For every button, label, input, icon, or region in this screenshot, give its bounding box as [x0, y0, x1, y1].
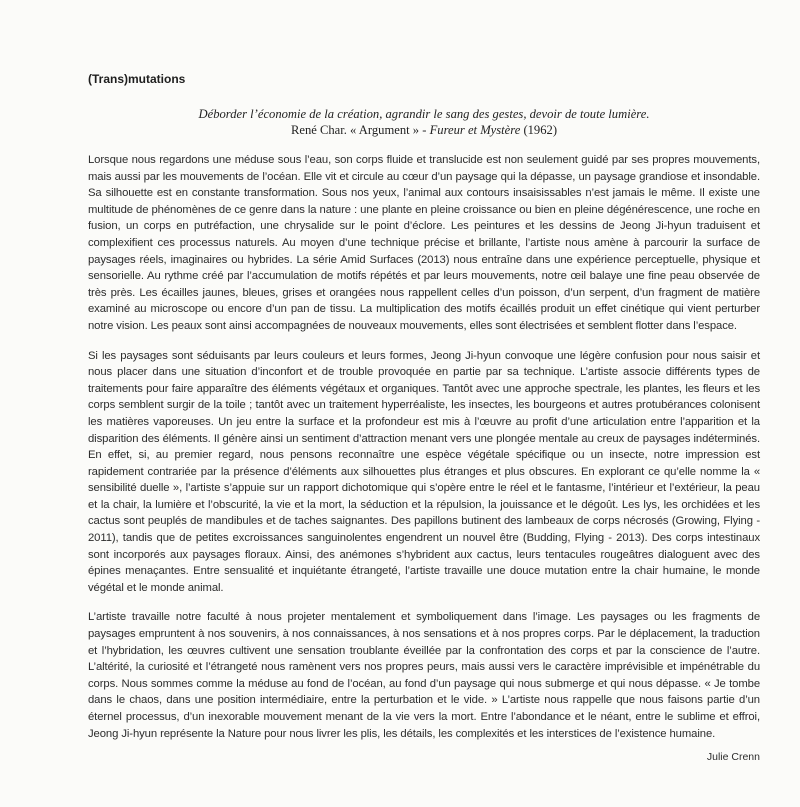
- document-title: (Trans)mutations: [88, 72, 186, 86]
- paragraph-1: Lorsque nous regardons une méduse sous l’eau, son corps fluide et translucide est non seulement guidé par ses propres mouvements, mais aussi par les mouvements de l’océan. Elle vit et circule au cœur d’un paysage qui la dépasse, un paysage grandiose et insondable. Sa silhouette est en constante transformation. Sous nos yeux, l’animal aux contours insaisissables n’est jamais le même. Il existe une multitude de phénomènes de ce genre dans la nature : une plante en pleine croissance ou bien en pleine dégénérescence, une roche en fusion, un corps en putréfaction, une chrysalide sur le point d’éclore. Les peintures et les dessins de Jeong Ji-hyun traduisent et complexifient ces processus naturels. Au moyen d’une technique précise et brillante, l’artiste nous amène à parcourir la surface de paysages réels, imaginaires ou hybrides. La série Amid Surfaces (2013) nous entraîne dans une expérience perceptuelle, physique et sensorielle. Au rythme créé par l’accumulation de motifs répétés et par leurs mouvements, notre œil balaye une fine peau observée de très près. Les écailles jaunes, bleues, grises et orangées nous rappellent celles d’un poisson, d’un serpent, d’un fragment de matière examiné au microscope ou encore d’un pan de tissu. La multiplication des motifs écaillés produit un effet cinétique qui vient perturber notre vision. Les peaux sont ainsi accompagnées de nouveaux mouvements, elles sont électrisées et semblent flotter dans l’espace.: [88, 154, 760, 332]
- paragraph-2: Si les paysages sont séduisants par leurs couleurs et leurs formes, Jeong Ji-hyun convoque une légère confusion pour nous saisir et nous placer dans une situation d’inconfort et de trouble provoquée en partie par sa technique. L’artiste associe différents types de traitements pour faire apparaître des éléments végétaux et organiques. Tantôt avec une approche spectrale, les plantes, les fleurs et les corps semblent surgir de la toile ; tantôt avec un traitement hyperréaliste, les insectes, les bourgeons et autres protubérances colonisent les matières vaporeuses. Un jeu entre la surface et la profondeur est mis à l’œuvre au profit d’une articulation entre l’apparition et la disparition des éléments. Il génère ainsi un sentiment d’attraction menant vers une plongée mentale au creux de paysages indéterminés. En effet, si, au premier regard, nous pensons reconnaître une espèce végétale spécifique ou un insecte, notre impression est rapidement contrariée par la présence d’éléments aux silhouettes plus étranges et plus obscures. En explorant ce qu’elle nomme la « sensibilité duelle », l’artiste s’appuie sur un rapport dichotomique qui s’opère entre le réel et le fantasme, l’intérieur et l’extérieur, la peau et la chair, la lumière et l’obscurité, la vie et la mort, la séduction et la répulsion, la jouissance et le dégoût. Les lys, les orchidées et les cactus sont peuplés de mandibules et de taches saignantes. Des papillons butinent des lambeaux de corps nécrosés (Growing, Flying - 2011), tandis que de petites excroissances sanguinolentes engendrent un nouvel être (Budding, Flying - 2013). Des corps intestinaux sont incorporés aux paysages floraux. Ainsi, des anémones s’hybrident aux cactus, leurs tentacules rougeâtres dialoguent avec des épines menaçantes. Entre sensualité et inquiétante étrangeté, l’artiste travaille une douce mutation entre la chair humaine, le monde végétal et le monde animal.: [88, 349, 760, 594]
- paragraph-3: L’artiste travaille notre faculté à nous projeter mentalement et symboliquement dans l’image. Les paysages ou les fragments de paysages empruntent à nos souvenirs, à nos connaissances, à nos sensations et à nos propres corps. Par le déplacement, la traduction et l’hybridation, les œuvres cultivent une sensation troublante éveillée par la confrontation des corps et par la conscience de l’autre. L’altérité, la curiosité et l’étrangeté nous ramènent vers nos propres peurs, mais aussi vers le caractère imprévisible et impénétrable du corps. Nous sommes comme la méduse au fond de l’océan, au fond d’un paysage qui nous submerge et qui nous dépasse. « Je tombe dans le chaos, dans une position intermédiaire, entre la perturbation et le vide. » L’artiste nous rappelle que nous faisons partie d’un éternel processus, d’un inexorable mouvement menant de la vie vers la mort. Entre l’abondance et le néant, entre le sublime et effroi, Jeong Ji-hyun représente la Nature pour nous livrer les plis, les détails, les complexités et les interstices de l’existence humaine.: [88, 611, 760, 740]
- epigraph-work: Fureur et Mystère: [429, 123, 521, 137]
- epigraph-year: (1962): [520, 123, 558, 137]
- epigraph: [88, 106, 760, 138]
- epigraph-quote: Déborder l’économie de la création, agrandir le sang des gestes, devoir de toute lumière.: [198, 107, 650, 121]
- author-signature: Julie Crenn: [706, 751, 760, 764]
- document-page: [88, 72, 760, 763]
- epigraph-author: René Char. « Argument » -: [290, 123, 430, 137]
- article-body: [88, 152, 760, 742]
- epigraph-source: [88, 122, 760, 138]
